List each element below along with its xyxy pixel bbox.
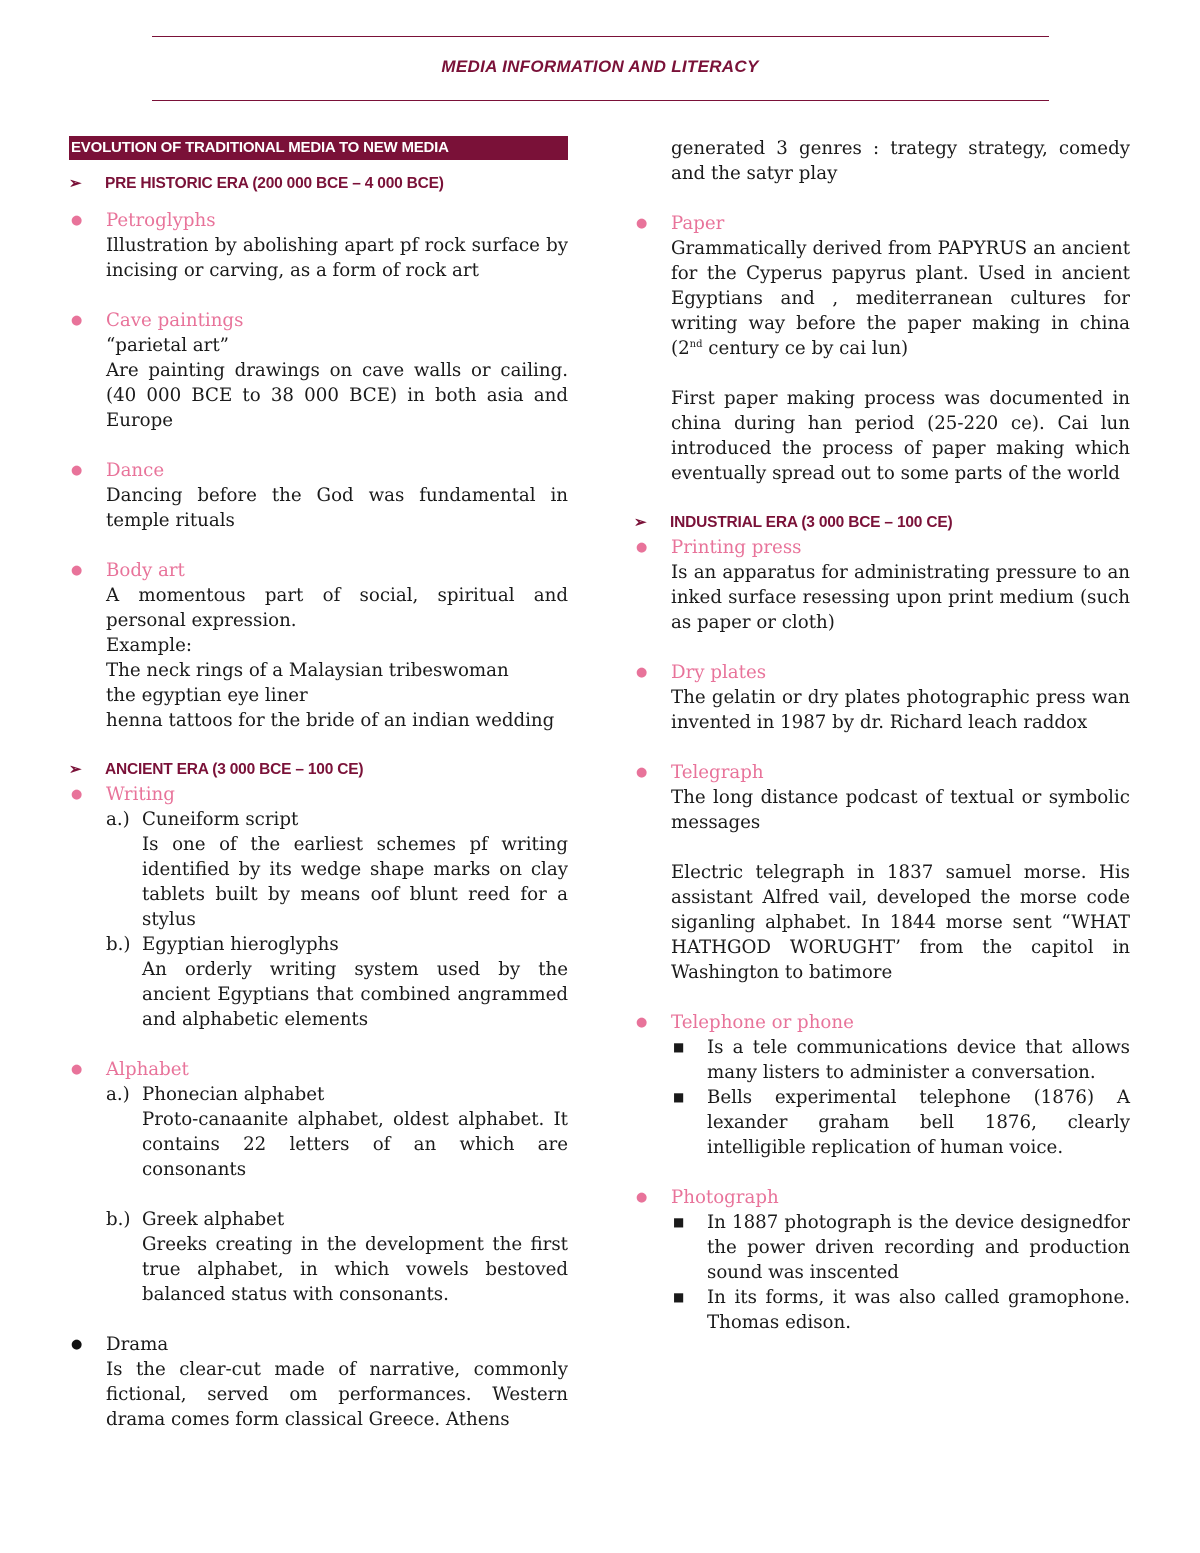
sub-item-text: Is one of the earliest schemes pf writing identified by its wedge shape marks on clay tablets built by means oof blunt reed for a stylus xyxy=(142,834,568,930)
left-column xyxy=(69,136,568,1432)
bullet-icon: ● xyxy=(636,765,648,780)
list-item-alphabet xyxy=(69,1057,568,1307)
bullet-icon: ● xyxy=(636,216,648,231)
item-title: Dance xyxy=(106,460,165,481)
sub-item-text: An orderly writing system used by the ancient Egyptians that combined angrammed and alphabetic elements xyxy=(142,959,568,1030)
item-text: The long distance podcast of textual or symbolic messages xyxy=(671,787,1130,833)
right-column xyxy=(634,136,1130,1335)
sub-item-text: Greeks creating in the development the first true alphabet, in which vowels bestoved balanced status with consonants. xyxy=(142,1234,568,1305)
bullet-icon: ● xyxy=(71,563,83,578)
list-item-dry-plates xyxy=(634,660,1130,735)
item-title: Telephone or phone xyxy=(671,1012,854,1033)
bullet-icon: ● xyxy=(71,787,83,802)
item-text: The neck rings of a Malaysian tribeswoman xyxy=(106,660,509,681)
sub-item-greek xyxy=(106,1207,568,1307)
item-title: Paper xyxy=(671,213,725,234)
bullet-icon: ● xyxy=(71,1337,83,1352)
item-title: Petroglyphs xyxy=(106,210,216,231)
item-title: Photograph xyxy=(671,1187,779,1208)
arrow-bullet-icon: ➢ xyxy=(69,761,82,778)
item-text: the egyptian eye liner xyxy=(106,685,308,706)
bullet-icon: ● xyxy=(71,213,83,228)
item-text: The gelatin or dry plates photographic press wan invented in 1987 by dr. Richard leach raddox xyxy=(671,687,1130,733)
list-item-photograph xyxy=(634,1185,1130,1335)
item-text: Dancing before the God was fundamental in temple rituals xyxy=(106,485,568,531)
bullet-text: Bells experimental telephone (1876) A lexander graham bell 1876, clearly intelligible replication of human voice. xyxy=(707,1087,1130,1158)
item-title: Drama xyxy=(106,1334,169,1355)
bullet-icon: ● xyxy=(636,1190,648,1205)
era-heading-text: ANCIENT ERA (3 000 BCE – 100 CE) xyxy=(105,761,364,778)
section-banner: EVOLUTION OF TRADITIONAL MEDIA TO NEW MEDIA xyxy=(69,136,568,160)
sub-item-title: Cuneiform script xyxy=(142,809,299,830)
item-text: Is an apparatus for administrating pressure to an inked surface resessing upon print medium (such as paper or cloth) xyxy=(671,562,1130,633)
square-bullet-icon: ■ xyxy=(673,1040,685,1054)
item-title: Printing press xyxy=(671,537,802,558)
era-heading-text: PRE HISTORIC ERA (200 000 BCE – 4 000 BCE) xyxy=(105,175,444,192)
list-item-dance xyxy=(69,458,568,533)
item-text: Example: xyxy=(106,635,192,656)
item-text: Illustration by abolishing apart pf rock surface by incising or carving, as a form of rock art xyxy=(106,235,568,281)
sub-item-text: Proto-canaanite alphabet, oldest alphabet. It contains 22 letters of an which are consonants xyxy=(142,1109,568,1180)
sub-item-label: a.) xyxy=(106,1084,130,1105)
item-text: Electric telegraph in 1837 samuel morse. His assistant Alfred vail, developed the morse code siganling alphabet. In 1844 morse sent “WHAT HATHGOD WORUGHT’ from the capitol in Washington to batimore xyxy=(671,862,1130,983)
list-item-printing-press xyxy=(634,535,1130,635)
bullet-text: Is a tele communications device that allows many listers to administer a conversation. xyxy=(707,1037,1130,1083)
item-text: henna tattoos for the bride of an indian wedding xyxy=(106,710,555,731)
bullet-icon: ● xyxy=(636,540,648,555)
item-title: Cave paintings xyxy=(106,310,244,331)
sub-item-label: b.) xyxy=(106,934,131,955)
item-text: A momentous part of social, spiritual and personal expression. xyxy=(106,585,568,631)
list-item-drama xyxy=(69,1332,568,1432)
sub-item-hieroglyphs xyxy=(106,932,568,1032)
sub-item-cuneiform xyxy=(106,807,568,932)
item-title: Writing xyxy=(106,784,175,805)
item-title: Body art xyxy=(106,560,185,581)
item-text: Grammatically derived from PAPYRUS an ancient for the Cyperus papyrus plant. Used in ancient Egyptians and , mediterranean cultures for writing way before the paper making in china (2nd century ce by cai lun) xyxy=(671,238,1130,359)
bullet-text: In 1887 photograph is the device designedfor the power driven recording and production sound was inscented xyxy=(707,1212,1130,1283)
bullet-icon: ● xyxy=(71,1062,83,1077)
list-item-writing xyxy=(69,782,568,1032)
square-bullet-icon: ■ xyxy=(673,1215,685,1229)
list-item-cave-paintings xyxy=(69,308,568,433)
sub-item-title: Phonecian alphabet xyxy=(142,1084,325,1105)
square-bullet-icon: ■ xyxy=(673,1090,685,1104)
list-item-body-art xyxy=(69,558,568,733)
era-heading-text: INDUSTRIAL ERA (3 000 BCE – 100 CE) xyxy=(670,514,953,531)
header-rule-bottom xyxy=(152,100,1049,101)
square-bullet-item xyxy=(671,1085,1130,1160)
list-item-petroglyphs xyxy=(69,208,568,283)
list-item-paper xyxy=(634,211,1130,486)
era-heading-industrial xyxy=(634,511,1130,535)
era-heading-prehistoric xyxy=(69,172,568,196)
square-bullet-item xyxy=(671,1285,1130,1335)
item-title: Alphabet xyxy=(106,1059,189,1080)
list-item-telephone xyxy=(634,1010,1130,1160)
item-text: Is the clear-cut made of narrative, commonly fictional, served om performances. Western drama comes form classical Greece. Athens xyxy=(106,1359,568,1430)
arrow-bullet-icon: ➢ xyxy=(69,175,82,192)
sub-item-label: a.) xyxy=(106,809,130,830)
item-title: Dry plates xyxy=(671,662,767,683)
era-heading-ancient xyxy=(69,758,568,782)
square-bullet-icon: ■ xyxy=(673,1290,685,1304)
bullet-text: In its forms, it was also called gramophone. Thomas edison. xyxy=(707,1287,1130,1333)
item-text: First paper making process was documented in china during han period (25-220 ce). Cai lun introduced the process of paper making which eventually spread out to some parts of the world xyxy=(671,388,1130,484)
bullet-icon: ● xyxy=(636,665,648,680)
arrow-bullet-icon: ➢ xyxy=(634,514,647,531)
item-text: Are painting drawings on cave walls or cailing.(40 000 BCE to 38 000 BCE) in both asia and Europe xyxy=(106,360,568,431)
header-rule-top xyxy=(152,36,1049,37)
sub-item-phonecian xyxy=(106,1082,568,1182)
sub-item-title: Greek alphabet xyxy=(142,1209,285,1230)
bullet-icon: ● xyxy=(636,1015,648,1030)
item-title: Telegraph xyxy=(671,762,764,783)
sub-item-label: b.) xyxy=(106,1209,131,1230)
item-text: “parietal art” xyxy=(106,335,229,356)
bullet-icon: ● xyxy=(71,463,83,478)
sub-item-title: Egyptian hieroglyphs xyxy=(142,934,339,955)
square-bullet-item xyxy=(671,1210,1130,1285)
square-bullet-item xyxy=(671,1035,1130,1085)
list-item-telegraph xyxy=(634,760,1130,985)
page-header: MEDIA INFORMATION AND LITERACY xyxy=(441,57,759,76)
bullet-icon: ● xyxy=(71,313,83,328)
drama-continuation: generated 3 genres : trategy strategy, comedy and the satyr play xyxy=(671,138,1130,184)
